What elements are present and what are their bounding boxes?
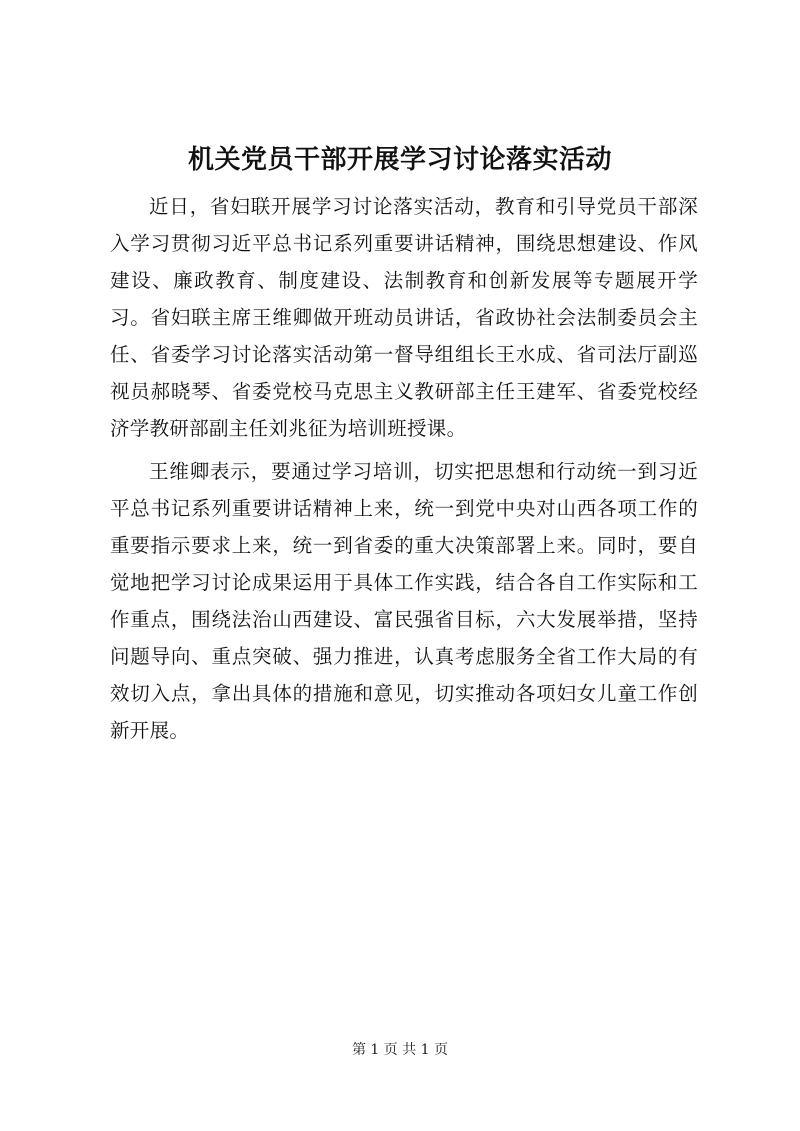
document-body — [110, 188, 698, 755]
paragraph-2: 王维卿表示，要通过学习培训，切实把思想和行动统一到习近平总书记系列重要讲话精神上来，统一到党中央对山西各项工作的重要指示要求上来，统一到省委的重大决策部署上来。同时，要自觉地把学习讨论成果运用于具体工作实践，结合各自工作实际和工作重点，围绕法治山西建设、富民强省目标，六大发展举措，坚持问题导向、重点突破、强力推进，认真考虑服务全省工作大局的有效切入点，拿出具体的措施和意见，切实推动各项妇女儿童工作创新开展。 — [110, 460, 698, 742]
document-title: 机关党员干部开展学习讨论落实活动 — [187, 145, 612, 175]
paragraph-1: 近日，省妇联开展学习讨论落实活动，教育和引导党员干部深入学习贯彻习近平总书记系列重要讲话精神，围绕思想建设、作风建设、廉政教育、制度建设、法制教育和创新发展等专题展开学习。省妇联主席王维卿做开班动员讲话，省政协社会法制委员会主任、省委学习讨论落实活动第一督导组组长王水成、省司法厅副巡视员郝晓琴、省委党校马克思主义教研部主任王建军、省委党校经济学教研部副主任刘兆征为培训班授课。 — [110, 195, 698, 440]
page-number-footer: 第 1 页 共 1 页 — [351, 1042, 449, 1058]
